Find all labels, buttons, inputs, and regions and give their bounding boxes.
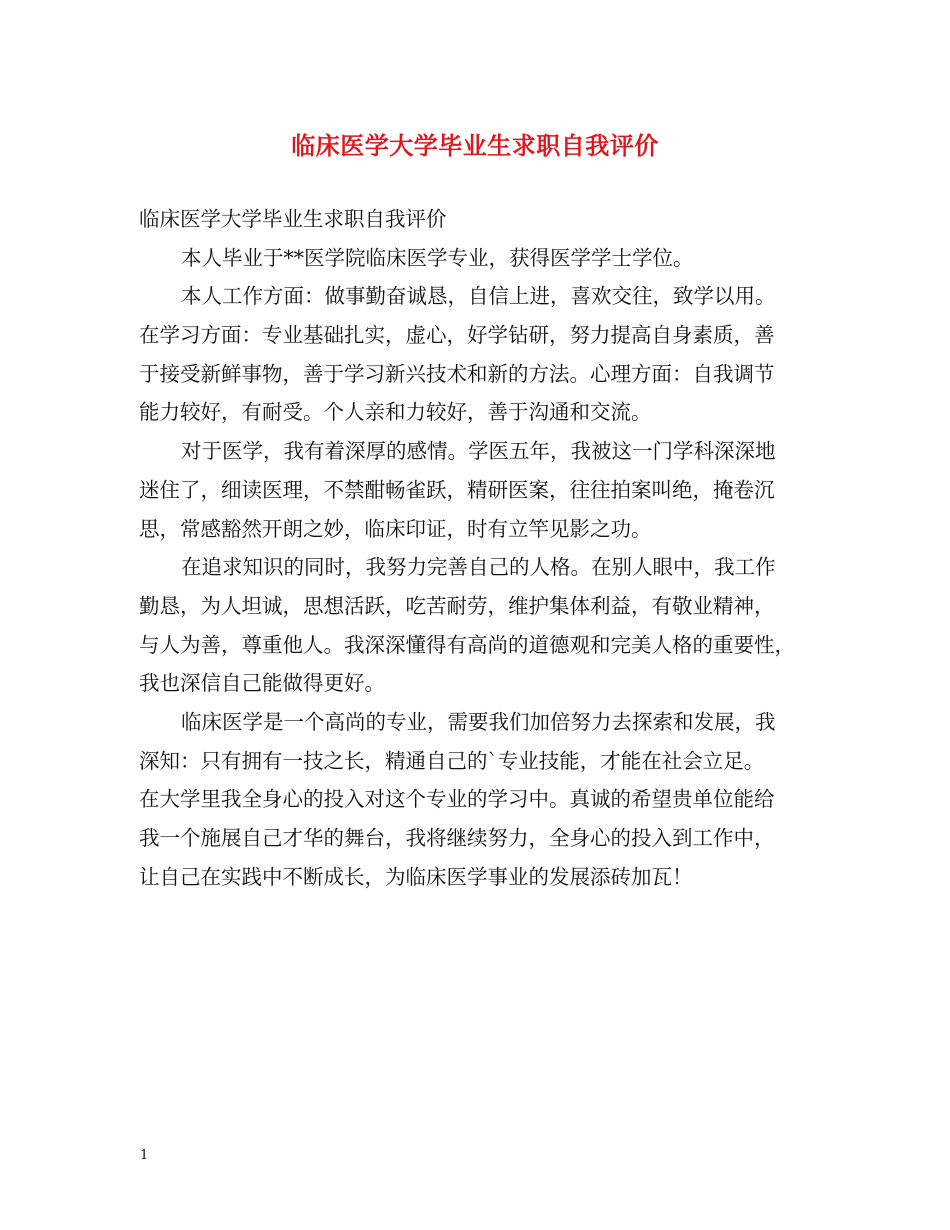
body-line: 在大学里我全身心的投入对这个专业的学习中。真诚的希望贵单位能给 xyxy=(139,787,775,812)
body-line: 在学习方面：专业基础扎实，虚心，好学钻研，努力提高自身素质，善 xyxy=(139,323,775,348)
body-line: 深知：只有拥有一技之长，精通自己的`专业技能，才能在社会立足。 xyxy=(139,748,765,773)
page-number: 1 xyxy=(140,1148,149,1163)
body-line: 于接受新鲜事物，善于学习新兴技术和新的方法。心理方面：自我调节 xyxy=(139,361,775,386)
body-line: 临床医学是一个高尚的专业，需要我们加倍努力去探索和发展，我 xyxy=(181,709,776,734)
body-line: 在追求知识的同时，我努力完善自己的人格。在别人眼中，我工作 xyxy=(181,555,776,580)
body-line: 我一个施展自己才华的舞台，我将继续努力，全身心的投入到工作中， xyxy=(139,826,775,850)
body-line: 迷住了，细读医理，不禁酣畅雀跃，精研医案，往往拍案叫绝，掩卷沉 xyxy=(139,477,775,502)
body-line: 我也深信自己能做得更好。 xyxy=(139,671,385,696)
body-line: 让自己在实践中不断成长，为临床医学事业的发展添砖加瓦！ xyxy=(139,864,693,889)
body-line: 本人工作方面：做事勤奋诚恳，自信上进，喜欢交往，致学以用。 xyxy=(181,284,776,309)
document-body xyxy=(139,200,829,896)
body-line: 思，常感豁然开朗之妙，临床印证，时有立竿见影之功。 xyxy=(139,516,652,541)
document-title: 临床医学大学毕业生求职自我评价 xyxy=(291,131,659,160)
body-line: 对于医学，我有着深厚的感情。学医五年，我被这一门学科深深地 xyxy=(181,439,776,464)
body-line: 能力较好，有耐受。个人亲和力较好，善于沟通和交流。 xyxy=(139,400,652,425)
body-line: 临床医学大学毕业生求职自我评价 xyxy=(139,207,447,231)
body-line: 勤恳，为人坦诚，思想活跃，吃苦耐劳，维护集体利益，有敬业精神， xyxy=(139,593,775,618)
body-line: 与人为善，尊重他人。我深深懂得有高尚的道德观和完美人格的重要性， xyxy=(139,632,795,657)
body-line: 本人毕业于**医学院临床医学专业，获得医学学士学位。 xyxy=(181,245,694,270)
